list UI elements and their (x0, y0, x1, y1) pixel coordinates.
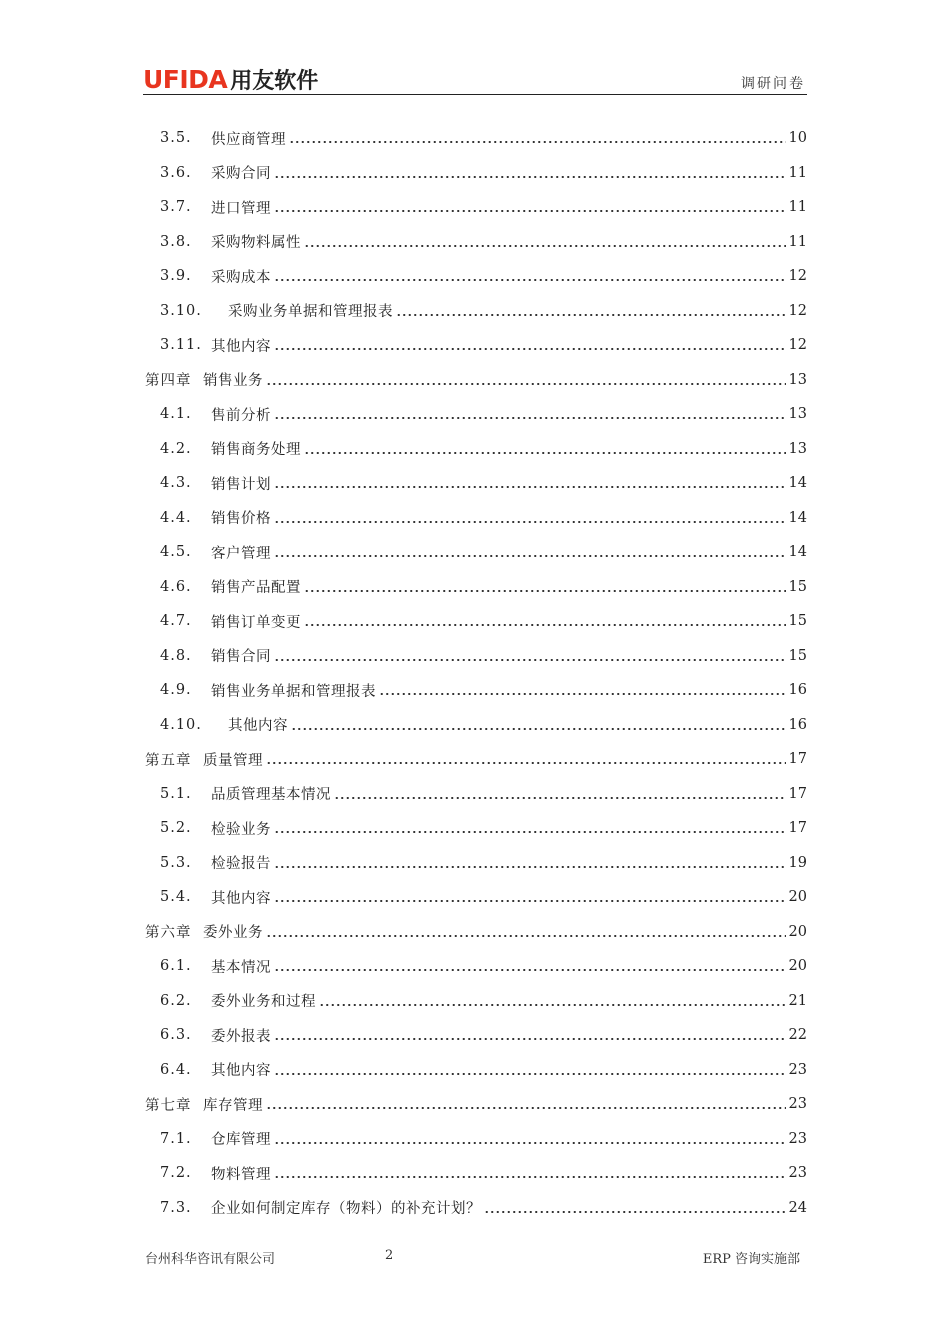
toc-entry-page: 17 (788, 751, 807, 768)
toc-entry-number: 5.3. (160, 854, 192, 871)
toc-entry-page: 20 (788, 923, 807, 940)
toc-entry-number: 5.1. (160, 785, 192, 802)
toc-entry-title: 仓库管理 (211, 1132, 271, 1149)
toc-section-entry[interactable] (145, 190, 807, 225)
toc-section-entry[interactable] (145, 1053, 807, 1088)
toc-section-entry[interactable] (145, 535, 807, 570)
toc-dot-leader (274, 175, 786, 179)
toc-entry-number: 4.2. (160, 440, 192, 457)
toc-dot-leader (274, 347, 786, 351)
toc-entry-title: 基本情况 (211, 959, 271, 976)
toc-entry-number: 6.4. (160, 1061, 192, 1078)
toc-dot-leader (319, 1003, 786, 1007)
toc-section-entry[interactable] (145, 121, 807, 156)
toc-entry-number: 3.6. (160, 164, 192, 181)
footer-department: ERP 咨询实施部 (702, 1252, 800, 1267)
toc-entry-title: 销售计划 (211, 476, 271, 493)
toc-section-entry[interactable] (145, 156, 807, 191)
toc-entry-title: 销售业务 (203, 373, 263, 390)
toc-entry-page: 17 (788, 785, 807, 802)
toc-entry-number: 3.10. (160, 302, 202, 319)
toc-entry-title: 质量管理 (203, 752, 263, 769)
toc-dot-leader (274, 830, 786, 834)
toc-entry-page: 17 (788, 820, 807, 837)
toc-dot-leader (274, 485, 786, 489)
toc-dot-leader (396, 313, 786, 317)
toc-dot-leader (274, 278, 786, 282)
toc-entry-number: 4.8. (160, 647, 192, 664)
toc-entry-page: 14 (788, 544, 807, 561)
toc-entry-page: 23 (788, 1061, 807, 1078)
toc-entry-title: 采购成本 (211, 269, 271, 286)
toc-section-entry[interactable] (145, 397, 807, 432)
toc-section-entry[interactable] (145, 846, 807, 881)
toc-dot-leader (274, 1141, 786, 1145)
toc-entry-title: 企业如何制定库存（物料）的补充计划？ (211, 1201, 481, 1218)
toc-entry-title: 销售合同 (211, 649, 271, 666)
toc-entry-number: 7.1. (160, 1130, 192, 1147)
toc-dot-leader (304, 451, 786, 455)
toc-entry-title: 客户管理 (211, 545, 271, 562)
toc-section-entry[interactable] (145, 1156, 807, 1191)
toc-dot-leader (484, 1210, 786, 1214)
toc-dot-leader (274, 416, 786, 420)
toc-section-entry[interactable] (145, 777, 807, 812)
toc-entry-title: 采购业务单据和管理报表 (228, 304, 393, 321)
toc-section-entry[interactable] (145, 225, 807, 260)
toc-entry-title: 其他内容 (211, 338, 271, 355)
toc-entry-title: 检验业务 (211, 821, 271, 838)
toc-dot-leader (274, 1072, 786, 1076)
page-footer (145, 1246, 800, 1268)
toc-entry-title: 其他内容 (211, 1063, 271, 1080)
toc-dot-leader (266, 761, 786, 765)
logo-latin-text: UFIDA (143, 65, 228, 94)
toc-dot-leader (289, 140, 786, 144)
logo-cjk-text: 用友软件 (230, 69, 319, 94)
page-header (143, 62, 807, 95)
toc-section-entry[interactable] (145, 811, 807, 846)
toc-entry-number: 3.5. (160, 130, 192, 147)
toc-section-entry[interactable] (145, 984, 807, 1019)
toc-entry-page: 12 (788, 337, 807, 354)
toc-section-entry[interactable] (145, 432, 807, 467)
toc-entry-number: 6.3. (160, 1027, 192, 1044)
toc-entry-title: 检验报告 (211, 856, 271, 873)
toc-section-entry[interactable] (145, 1122, 807, 1157)
toc-dot-leader (334, 796, 786, 800)
toc-entry-number: 4.3. (160, 475, 192, 492)
toc-entry-page: 16 (788, 716, 807, 733)
toc-entry-page: 20 (788, 958, 807, 975)
toc-dot-leader (274, 1175, 786, 1179)
toc-entry-number: 6.1. (160, 958, 192, 975)
toc-entry-number: 5.2. (160, 820, 192, 837)
toc-entry-title: 其他内容 (211, 890, 271, 907)
toc-entry-title: 进口管理 (211, 200, 271, 217)
toc-dot-leader (274, 968, 786, 972)
toc-section-entry[interactable] (145, 259, 807, 294)
toc-entry-number: 4.10. (160, 716, 202, 733)
toc-dot-leader (304, 623, 786, 627)
toc-dot-leader (274, 209, 786, 213)
toc-section-entry[interactable] (145, 501, 807, 536)
toc-entry-title: 采购物料属性 (211, 235, 301, 252)
toc-entry-title: 销售商务处理 (211, 442, 301, 459)
toc-entry-page: 14 (788, 509, 807, 526)
toc-section-entry[interactable] (145, 294, 807, 329)
toc-entry-number: 4.9. (160, 682, 192, 699)
toc-dot-leader (304, 244, 786, 248)
footer-company: 台州科华咨讯有限公司 (145, 1252, 276, 1267)
toc-entry-number: 4.5. (160, 544, 192, 561)
toc-chapter-entry[interactable] (145, 363, 807, 398)
toc-entry-title: 品质管理基本情况 (211, 787, 331, 804)
toc-entry-page: 22 (788, 1027, 807, 1044)
toc-entry-page: 23 (788, 1130, 807, 1147)
toc-entry-title: 销售价格 (211, 511, 271, 528)
toc-entry-number: 3.9. (160, 268, 192, 285)
toc-dot-leader (266, 382, 786, 386)
toc-entry-page: 13 (788, 406, 807, 423)
toc-entry-number: 4.1. (160, 406, 192, 423)
toc-dot-leader (274, 865, 786, 869)
toc-entry-number: 4.6. (160, 578, 192, 595)
toc-dot-leader (266, 1106, 786, 1110)
toc-section-entry[interactable] (145, 604, 807, 639)
toc-entry-page: 12 (788, 302, 807, 319)
ufida-logo (143, 64, 318, 92)
toc-entry-number: 7.2. (160, 1165, 192, 1182)
toc-dot-leader (274, 658, 786, 662)
toc-entry-number: 4.7. (160, 613, 192, 630)
toc-entry-title: 委外业务 (203, 925, 263, 942)
toc-entry-page: 20 (788, 889, 807, 906)
toc-entry-page: 13 (788, 371, 807, 388)
table-of-contents (145, 121, 807, 1225)
toc-entry-number: 6.2. (160, 992, 192, 1009)
toc-dot-leader (266, 934, 786, 938)
footer-page-number: 2 (385, 1248, 394, 1263)
toc-dot-leader (304, 589, 786, 593)
toc-entry-number: 3.8. (160, 233, 192, 250)
toc-entry-title: 委外业务和过程 (211, 994, 316, 1011)
toc-section-entry[interactable] (145, 880, 807, 915)
toc-section-entry[interactable] (145, 570, 807, 605)
toc-entry-number: 5.4. (160, 889, 192, 906)
toc-entry-page: 15 (788, 647, 807, 664)
toc-section-entry[interactable] (145, 949, 807, 984)
toc-chapter-entry[interactable] (145, 915, 807, 950)
toc-entry-page: 23 (788, 1096, 807, 1113)
toc-entry-number: 第四章 (145, 373, 192, 390)
toc-entry-title: 采购合同 (211, 166, 271, 183)
toc-entry-page: 19 (788, 854, 807, 871)
toc-entry-page: 24 (788, 1199, 807, 1216)
toc-dot-leader (274, 520, 786, 524)
toc-entry-title: 供应商管理 (211, 131, 286, 148)
toc-dot-leader (291, 727, 786, 731)
toc-entry-title: 销售订单变更 (211, 614, 301, 631)
toc-entry-page: 11 (788, 199, 807, 216)
toc-entry-page: 15 (788, 578, 807, 595)
toc-section-entry[interactable] (145, 673, 807, 708)
toc-entry-number: 4.4. (160, 509, 192, 526)
toc-chapter-entry[interactable] (145, 1087, 807, 1122)
toc-entry-title: 售前分析 (211, 407, 271, 424)
toc-entry-page: 11 (788, 164, 807, 181)
toc-entry-page: 12 (788, 268, 807, 285)
toc-chapter-entry[interactable] (145, 742, 807, 777)
toc-dot-leader (274, 554, 786, 558)
toc-section-entry[interactable] (145, 1191, 807, 1226)
toc-entry-title: 销售产品配置 (211, 580, 301, 597)
toc-entry-number: 第六章 (145, 925, 192, 942)
toc-section-entry[interactable] (145, 639, 807, 674)
toc-dot-leader (274, 1037, 786, 1041)
toc-entry-page: 16 (788, 682, 807, 699)
toc-dot-leader (274, 899, 786, 903)
toc-entry-title: 其他内容 (228, 718, 288, 735)
toc-entry-number: 7.3. (160, 1199, 192, 1216)
toc-entry-title: 销售业务单据和管理报表 (211, 683, 376, 700)
toc-entry-page: 14 (788, 475, 807, 492)
header-document-type: 调研问卷 (741, 76, 805, 92)
toc-entry-page: 21 (788, 992, 807, 1009)
toc-entry-page: 23 (788, 1165, 807, 1182)
toc-section-entry[interactable] (145, 466, 807, 501)
toc-entry-page: 11 (788, 233, 807, 250)
toc-section-entry[interactable] (145, 328, 807, 363)
toc-entry-title: 物料管理 (211, 1166, 271, 1183)
toc-dot-leader (379, 692, 786, 696)
toc-section-entry[interactable] (145, 708, 807, 743)
toc-entry-number: 3.11. (160, 337, 202, 354)
toc-entry-page: 13 (788, 440, 807, 457)
toc-entry-page: 15 (788, 613, 807, 630)
toc-entry-number: 3.7. (160, 199, 192, 216)
toc-entry-title: 库存管理 (203, 1097, 263, 1114)
toc-entry-title: 委外报表 (211, 1028, 271, 1045)
toc-entry-page: 10 (788, 130, 807, 147)
toc-entry-number: 第五章 (145, 752, 192, 769)
toc-section-entry[interactable] (145, 1018, 807, 1053)
toc-entry-number: 第七章 (145, 1097, 192, 1114)
